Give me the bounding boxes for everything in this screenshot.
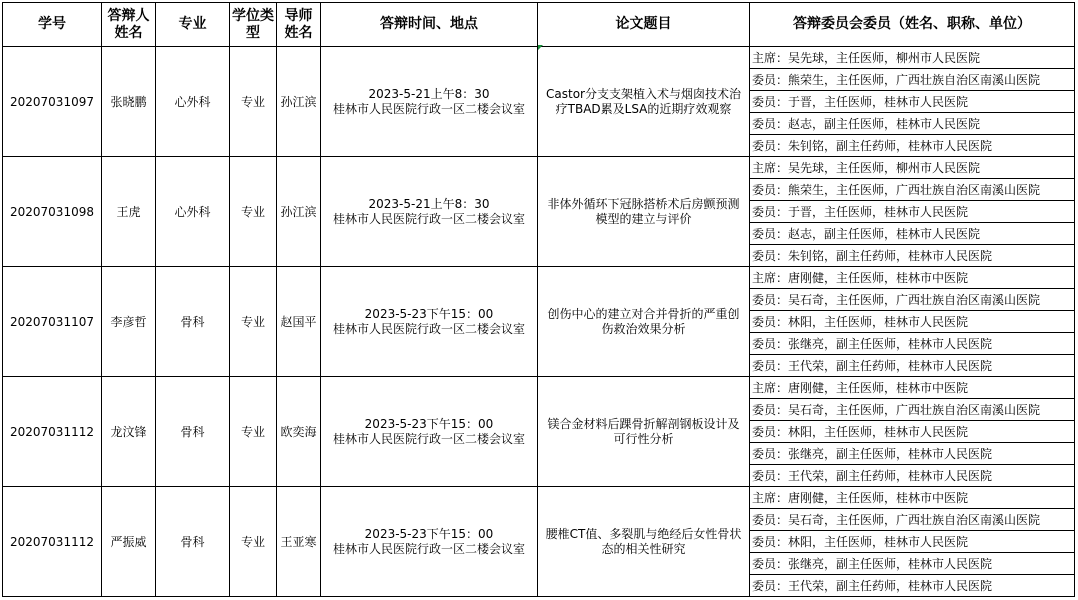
header-defender-name[interactable]: 答辩人姓名 bbox=[102, 3, 156, 47]
defender-name-cell[interactable]: 王虎 bbox=[102, 157, 156, 267]
degree-type-cell[interactable]: 专业 bbox=[230, 157, 277, 267]
committee-member-cell[interactable]: 委员：赵志，副主任医师，桂林市人民医院 bbox=[750, 113, 1075, 135]
thesis-title-cell[interactable]: 非体外循环下冠脉搭桥术后房颤预测模型的建立与评价 bbox=[538, 157, 750, 267]
defender-name-cell[interactable]: 李彦哲 bbox=[102, 267, 156, 377]
committee-member-cell[interactable]: 委员：张继亮，副主任医师，桂林市人民医院 bbox=[750, 553, 1075, 575]
major-cell[interactable]: 骨科 bbox=[156, 377, 230, 487]
defense-place: 桂林市人民医院行政一区二楼会议室 bbox=[332, 211, 525, 226]
table-row bbox=[3, 157, 1075, 179]
advisor-cell[interactable]: 赵国平 bbox=[277, 267, 321, 377]
cell-comment-marker bbox=[538, 45, 543, 50]
student-id-cell[interactable]: 20207031112 bbox=[3, 487, 102, 597]
defense-place: 桂林市人民医院行政一区二楼会议室 bbox=[332, 321, 525, 336]
committee-member-cell[interactable]: 委员：熊荣生，主任医师，广西壮族自治区南溪山医院 bbox=[750, 179, 1075, 201]
advisor-cell[interactable]: 王亚寒 bbox=[277, 487, 321, 597]
committee-member-cell[interactable]: 委员：张继亮，副主任医师，桂林市人民医院 bbox=[750, 443, 1075, 465]
committee-member-cell[interactable]: 委员：王代荣，副主任药师，桂林市人民医院 bbox=[750, 575, 1075, 597]
thesis-title-cell[interactable]: 创伤中心的建立对合并骨折的严重创伤救治效果分析 bbox=[538, 267, 750, 377]
header-student-id[interactable]: 学号 bbox=[3, 3, 102, 47]
defense-time: 2023-5-21上午8：30 bbox=[368, 86, 490, 101]
defense-time: 2023-5-23下午15：00 bbox=[364, 306, 494, 321]
committee-member-cell[interactable]: 委员：吴石奇，主任医师，广西壮族自治区南溪山医院 bbox=[750, 399, 1075, 421]
committee-member-cell[interactable]: 主席：吴先球，主任医师，柳州市人民医院 bbox=[750, 47, 1075, 69]
committee-member-cell[interactable]: 主席：唐刚健，主任医师，桂林市中医院 bbox=[750, 487, 1075, 509]
header-time-place[interactable]: 答辩时间、地点 bbox=[321, 3, 538, 47]
defense-time: 2023-5-21上午8：30 bbox=[368, 196, 490, 211]
committee-member-cell[interactable]: 委员：王代荣，副主任药师，桂林市人民医院 bbox=[750, 465, 1075, 487]
time-place-cell[interactable] bbox=[321, 487, 538, 597]
time-place-cell[interactable] bbox=[321, 157, 538, 267]
time-place-cell[interactable] bbox=[321, 377, 538, 487]
defense-place: 桂林市人民医院行政一区二楼会议室 bbox=[332, 541, 525, 556]
header-major[interactable]: 专业 bbox=[156, 3, 230, 47]
defender-name-cell[interactable]: 严振威 bbox=[102, 487, 156, 597]
defender-name-cell[interactable]: 龙汶锋 bbox=[102, 377, 156, 487]
defense-place: 桂林市人民医院行政一区二楼会议室 bbox=[332, 431, 525, 446]
committee-member-cell[interactable]: 委员：熊荣生，主任医师，广西壮族自治区南溪山医院 bbox=[750, 69, 1075, 91]
major-cell[interactable]: 骨科 bbox=[156, 487, 230, 597]
committee-member-cell[interactable]: 主席：唐刚健，主任医师，桂林市中医院 bbox=[750, 267, 1075, 289]
committee-member-cell[interactable]: 主席：唐刚健，主任医师，桂林市中医院 bbox=[750, 377, 1075, 399]
defense-time: 2023-5-23下午15：00 bbox=[364, 526, 494, 541]
committee-member-cell[interactable]: 委员：于晋，主任医师，桂林市人民医院 bbox=[750, 91, 1075, 113]
committee-member-cell[interactable]: 委员：朱钊铭，副主任药师，桂林市人民医院 bbox=[750, 135, 1075, 157]
committee-member-cell[interactable]: 主席：吴先球，主任医师，柳州市人民医院 bbox=[750, 157, 1075, 179]
advisor-cell[interactable]: 孙江滨 bbox=[277, 47, 321, 157]
major-cell[interactable]: 心外科 bbox=[156, 47, 230, 157]
committee-member-cell[interactable]: 委员：林阳，主任医师，桂林市人民医院 bbox=[750, 421, 1075, 443]
table-row bbox=[3, 377, 1075, 399]
committee-member-cell[interactable]: 委员：朱钊铭，副主任药师，桂林市人民医院 bbox=[750, 245, 1075, 267]
table-row bbox=[3, 487, 1075, 509]
defense-schedule-table bbox=[2, 2, 1075, 597]
committee-member-cell[interactable]: 委员：张继亮，副主任医师，桂林市人民医院 bbox=[750, 333, 1075, 355]
committee-member-cell[interactable]: 委员：赵志，副主任医师，桂林市人民医院 bbox=[750, 223, 1075, 245]
student-id-cell[interactable]: 20207031107 bbox=[3, 267, 102, 377]
committee-member-cell[interactable]: 委员：林阳，主任医师，桂林市人民医院 bbox=[750, 311, 1075, 333]
header-advisor[interactable]: 导师姓名 bbox=[277, 3, 321, 47]
committee-member-cell[interactable]: 委员：王代荣，副主任药师，桂林市人民医院 bbox=[750, 355, 1075, 377]
committee-member-cell[interactable]: 委员：于晋，主任医师，桂林市人民医院 bbox=[750, 201, 1075, 223]
student-id-cell[interactable]: 20207031098 bbox=[3, 157, 102, 267]
advisor-cell[interactable]: 欧奕海 bbox=[277, 377, 321, 487]
table-row bbox=[3, 267, 1075, 289]
committee-member-cell[interactable]: 委员：吴石奇，主任医师，广西壮族自治区南溪山医院 bbox=[750, 509, 1075, 531]
degree-type-cell[interactable]: 专业 bbox=[230, 487, 277, 597]
advisor-cell[interactable]: 孙江滨 bbox=[277, 157, 321, 267]
time-place-cell[interactable] bbox=[321, 267, 538, 377]
header-row bbox=[3, 3, 1075, 47]
header-committee[interactable]: 答辩委员会委员（姓名、职称、单位） bbox=[750, 3, 1075, 47]
major-cell[interactable]: 心外科 bbox=[156, 157, 230, 267]
defense-time: 2023-5-23下午15：00 bbox=[364, 416, 494, 431]
degree-type-cell[interactable]: 专业 bbox=[230, 47, 277, 157]
table-body bbox=[3, 47, 1075, 597]
degree-type-cell[interactable]: 专业 bbox=[230, 267, 277, 377]
thesis-title-cell[interactable]: Castor分支支架植入术与烟囱技术治疗TBAD累及LSA的近期疗效观察 bbox=[538, 47, 750, 157]
committee-member-cell[interactable]: 委员：吴石奇，主任医师，广西壮族自治区南溪山医院 bbox=[750, 289, 1075, 311]
header-thesis-title[interactable]: 论文题目 bbox=[538, 3, 750, 47]
thesis-title-cell[interactable]: 镁合金材料后踝骨折解剖钢板设计及可行性分析 bbox=[538, 377, 750, 487]
defense-place: 桂林市人民医院行政一区二楼会议室 bbox=[332, 101, 525, 116]
defender-name-cell[interactable]: 张晓鹏 bbox=[102, 47, 156, 157]
student-id-cell[interactable]: 20207031112 bbox=[3, 377, 102, 487]
degree-type-cell[interactable]: 专业 bbox=[230, 377, 277, 487]
major-cell[interactable]: 骨科 bbox=[156, 267, 230, 377]
time-place-cell[interactable] bbox=[321, 47, 538, 157]
committee-member-cell[interactable]: 委员：林阳，主任医师，桂林市人民医院 bbox=[750, 531, 1075, 553]
thesis-title-cell[interactable]: 腰椎CT值、多裂肌与绝经后女性骨状态的相关性研究 bbox=[538, 487, 750, 597]
student-id-cell[interactable]: 20207031097 bbox=[3, 47, 102, 157]
header-degree-type[interactable]: 学位类型 bbox=[230, 3, 277, 47]
